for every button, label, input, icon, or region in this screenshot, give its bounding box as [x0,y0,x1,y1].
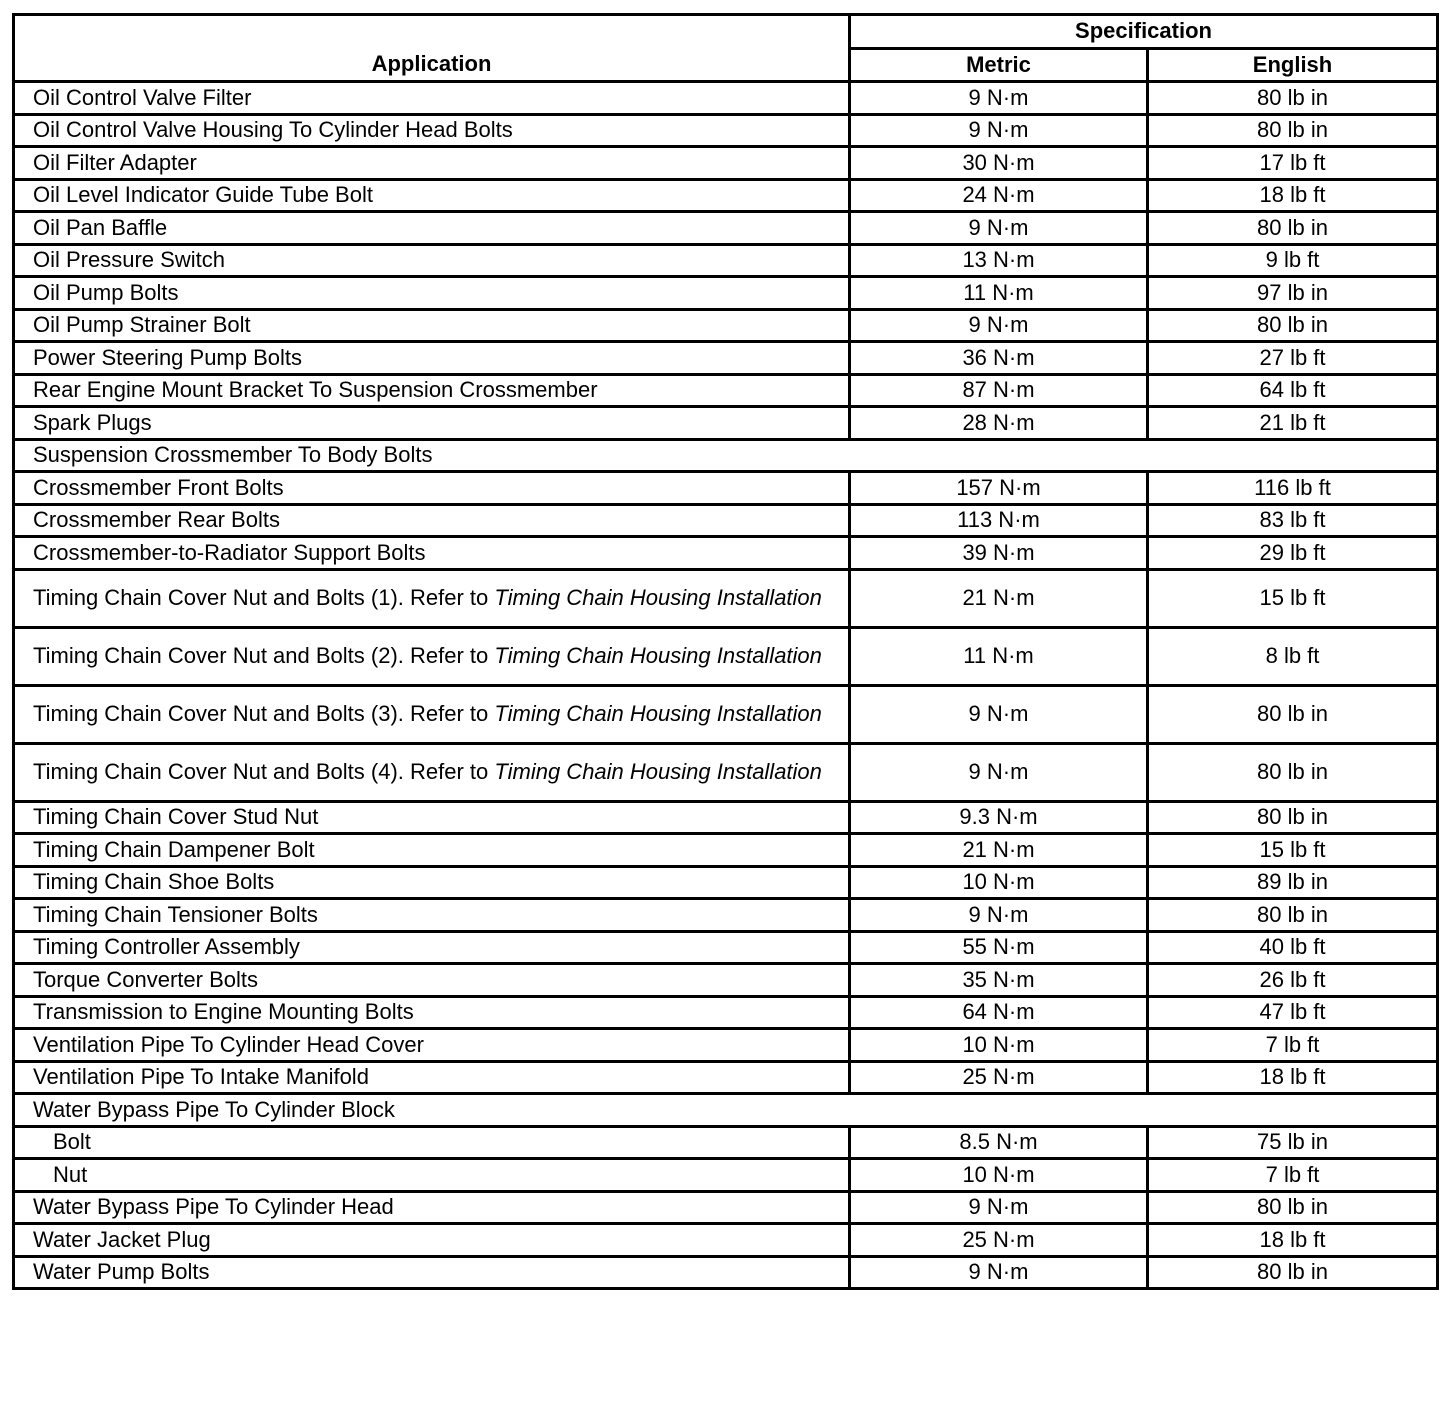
english-cell: 26 lb ft [1148,964,1438,997]
english-cell: 40 lb ft [1148,931,1438,964]
reference-link-text: Timing Chain Housing Installation [494,701,822,726]
metric-cell: 24 N·m [850,179,1148,212]
table-row [14,834,1438,867]
application-cell [14,931,850,964]
application-cell [14,1126,850,1159]
table-row [14,537,1438,570]
application-cell [14,374,850,407]
application-cell [14,743,850,801]
application-cell [14,996,850,1029]
table-row [14,212,1438,245]
application-text: Water Pump Bolts [33,1259,210,1285]
table-group-row [14,1094,1438,1127]
application-cell [14,964,850,997]
application-cell [14,1029,850,1062]
table-row [14,1029,1438,1062]
table-header [14,15,1438,82]
application-cell [14,407,850,440]
table-row [14,743,1438,801]
table-body [14,82,1438,1289]
english-cell: 7 lb ft [1148,1029,1438,1062]
metric-cell: 8.5 N·m [850,1126,1148,1159]
english-cell: 17 lb ft [1148,147,1438,180]
metric-cell: 9 N·m [850,685,1148,743]
table-row [14,569,1438,627]
metric-cell: 13 N·m [850,244,1148,277]
application-header: Application [14,15,850,82]
application-text: Bolt [53,1129,91,1155]
application-cell [14,179,850,212]
application-text: Oil Pump Bolts [33,279,179,305]
application-text: Timing Chain Cover Stud Nut [33,804,319,830]
application-cell [14,1159,850,1192]
application-cell [14,1256,850,1289]
table-row [14,374,1438,407]
specification-header: Specification [850,15,1438,49]
english-cell: 80 lb in [1148,82,1438,115]
metric-cell: 36 N·m [850,342,1148,375]
english-cell: 80 lb in [1148,212,1438,245]
table-group-row [14,439,1438,472]
english-cell: 18 lb ft [1148,1061,1438,1094]
application-text: Timing Chain Cover Nut and Bolts (3). Refer to [33,701,495,726]
metric-cell: 21 N·m [850,834,1148,867]
table-row [14,147,1438,180]
metric-cell: 25 N·m [850,1224,1148,1257]
english-cell: 7 lb ft [1148,1159,1438,1192]
table-row [14,504,1438,537]
metric-cell: 30 N·m [850,147,1148,180]
application-text: Oil Pan Baffle [33,214,168,240]
metric-cell: 55 N·m [850,931,1148,964]
metric-cell: 35 N·m [850,964,1148,997]
application-text: Oil Pump Strainer Bolt [33,312,251,338]
application-cell [14,1061,850,1094]
table-row [14,866,1438,899]
english-cell: 116 lb ft [1148,472,1438,505]
application-text: Timing Chain Cover Nut and Bolts (1). Refer to [33,585,495,610]
table-row [14,685,1438,743]
application-cell [14,277,850,310]
english-cell: 80 lb in [1148,114,1438,147]
metric-cell: 9 N·m [850,1256,1148,1289]
table-row [14,309,1438,342]
table-row [14,1256,1438,1289]
metric-cell: 28 N·m [850,407,1148,440]
table-row [14,82,1438,115]
reference-link-text: Timing Chain Housing Installation [494,643,822,668]
english-cell: 75 lb in [1148,1126,1438,1159]
application-cell [14,114,850,147]
english-cell: 15 lb ft [1148,569,1438,627]
table-row [14,244,1438,277]
table-row [14,931,1438,964]
english-cell: 15 lb ft [1148,834,1438,867]
application-text: Water Bypass Pipe To Cylinder Head [33,1194,394,1220]
english-cell: 97 lb in [1148,277,1438,310]
metric-cell: 10 N·m [850,1029,1148,1062]
english-cell: 80 lb in [1148,899,1438,932]
table-row [14,179,1438,212]
application-cell [14,685,850,743]
application-text: Timing Chain Dampener Bolt [33,836,315,862]
table-row [14,1159,1438,1192]
english-header: English [1148,48,1438,82]
metric-cell: 9 N·m [850,82,1148,115]
application-text: Crossmember Rear Bolts [33,507,280,533]
application-cell [14,866,850,899]
metric-cell: 9 N·m [850,743,1148,801]
table-row [14,964,1438,997]
english-cell: 83 lb ft [1148,504,1438,537]
application-text: Timing Chain Tensioner Bolts [33,901,318,927]
english-cell: 18 lb ft [1148,1224,1438,1257]
table-row [14,801,1438,834]
application-text: Nut [53,1161,88,1187]
group-label: Water Bypass Pipe To Cylinder Block [14,1094,1438,1127]
table-row [14,627,1438,685]
application-cell [14,504,850,537]
application-cell [14,1224,850,1257]
application-text: Ventilation Pipe To Cylinder Head Cover [33,1031,424,1057]
metric-cell: 21 N·m [850,569,1148,627]
application-text: Timing Chain Cover Nut and Bolts (2). Refer to [33,643,495,668]
table-row [14,114,1438,147]
application-text: Ventilation Pipe To Intake Manifold [33,1064,369,1090]
metric-cell: 9 N·m [850,899,1148,932]
metric-cell: 113 N·m [850,504,1148,537]
english-cell: 18 lb ft [1148,179,1438,212]
torque-spec-table [12,13,1439,1290]
metric-cell: 157 N·m [850,472,1148,505]
application-text: Timing Chain Shoe Bolts [33,869,275,895]
application-text: Rear Engine Mount Bracket To Suspension Crossmember [33,377,598,403]
metric-cell: 9.3 N·m [850,801,1148,834]
metric-cell: 87 N·m [850,374,1148,407]
application-cell [14,212,850,245]
application-text: Oil Filter Adapter [33,149,197,175]
table-row [14,899,1438,932]
application-cell [14,569,850,627]
reference-link-text: Timing Chain Housing Installation [494,585,822,610]
application-text: Timing Chain Cover Nut and Bolts (4). Refer to [33,759,495,784]
english-cell: 80 lb in [1148,309,1438,342]
english-cell: 9 lb ft [1148,244,1438,277]
application-text: Timing Controller Assembly [33,934,300,960]
application-text: Oil Control Valve Filter [33,84,252,110]
english-cell: 29 lb ft [1148,537,1438,570]
table-row [14,342,1438,375]
application-text: Torque Converter Bolts [33,966,258,992]
english-cell: 80 lb in [1148,685,1438,743]
application-text: Oil Control Valve Housing To Cylinder Head Bolts [33,117,513,143]
application-cell [14,244,850,277]
application-text: Water Jacket Plug [33,1226,211,1252]
metric-header: Metric [850,48,1148,82]
application-cell [14,899,850,932]
english-cell: 64 lb ft [1148,374,1438,407]
english-cell: 80 lb in [1148,801,1438,834]
english-cell: 47 lb ft [1148,996,1438,1029]
application-cell [14,147,850,180]
application-cell [14,342,850,375]
metric-cell: 9 N·m [850,1191,1148,1224]
table-row [14,1126,1438,1159]
english-cell: 80 lb in [1148,1191,1438,1224]
application-text: Power Steering Pump Bolts [33,344,303,370]
english-cell: 27 lb ft [1148,342,1438,375]
table-row [14,1224,1438,1257]
english-cell: 21 lb ft [1148,407,1438,440]
english-cell: 8 lb ft [1148,627,1438,685]
application-cell [14,82,850,115]
application-cell [14,537,850,570]
application-cell [14,1191,850,1224]
table-row [14,996,1438,1029]
table-row [14,407,1438,440]
application-cell [14,834,850,867]
metric-cell: 10 N·m [850,1159,1148,1192]
english-cell: 89 lb in [1148,866,1438,899]
metric-cell: 9 N·m [850,114,1148,147]
metric-cell: 11 N·m [850,627,1148,685]
group-label: Suspension Crossmember To Body Bolts [14,439,1438,472]
english-cell: 80 lb in [1148,743,1438,801]
metric-cell: 25 N·m [850,1061,1148,1094]
table-row [14,472,1438,505]
application-cell [14,801,850,834]
table-row [14,1191,1438,1224]
english-cell: 80 lb in [1148,1256,1438,1289]
table-row [14,277,1438,310]
application-cell [14,627,850,685]
metric-cell: 64 N·m [850,996,1148,1029]
application-text: Transmission to Engine Mounting Bolts [33,999,414,1025]
application-text: Crossmember-to-Radiator Support Bolts [33,539,426,565]
application-text: Crossmember Front Bolts [33,474,284,500]
application-text: Spark Plugs [33,409,152,435]
application-text: Oil Level Indicator Guide Tube Bolt [33,182,373,208]
metric-cell: 10 N·m [850,866,1148,899]
metric-cell: 9 N·m [850,212,1148,245]
metric-cell: 11 N·m [850,277,1148,310]
application-text: Oil Pressure Switch [33,247,225,273]
application-cell [14,472,850,505]
table-row [14,1061,1438,1094]
application-cell [14,309,850,342]
reference-link-text: Timing Chain Housing Installation [494,759,822,784]
metric-cell: 39 N·m [850,537,1148,570]
metric-cell: 9 N·m [850,309,1148,342]
